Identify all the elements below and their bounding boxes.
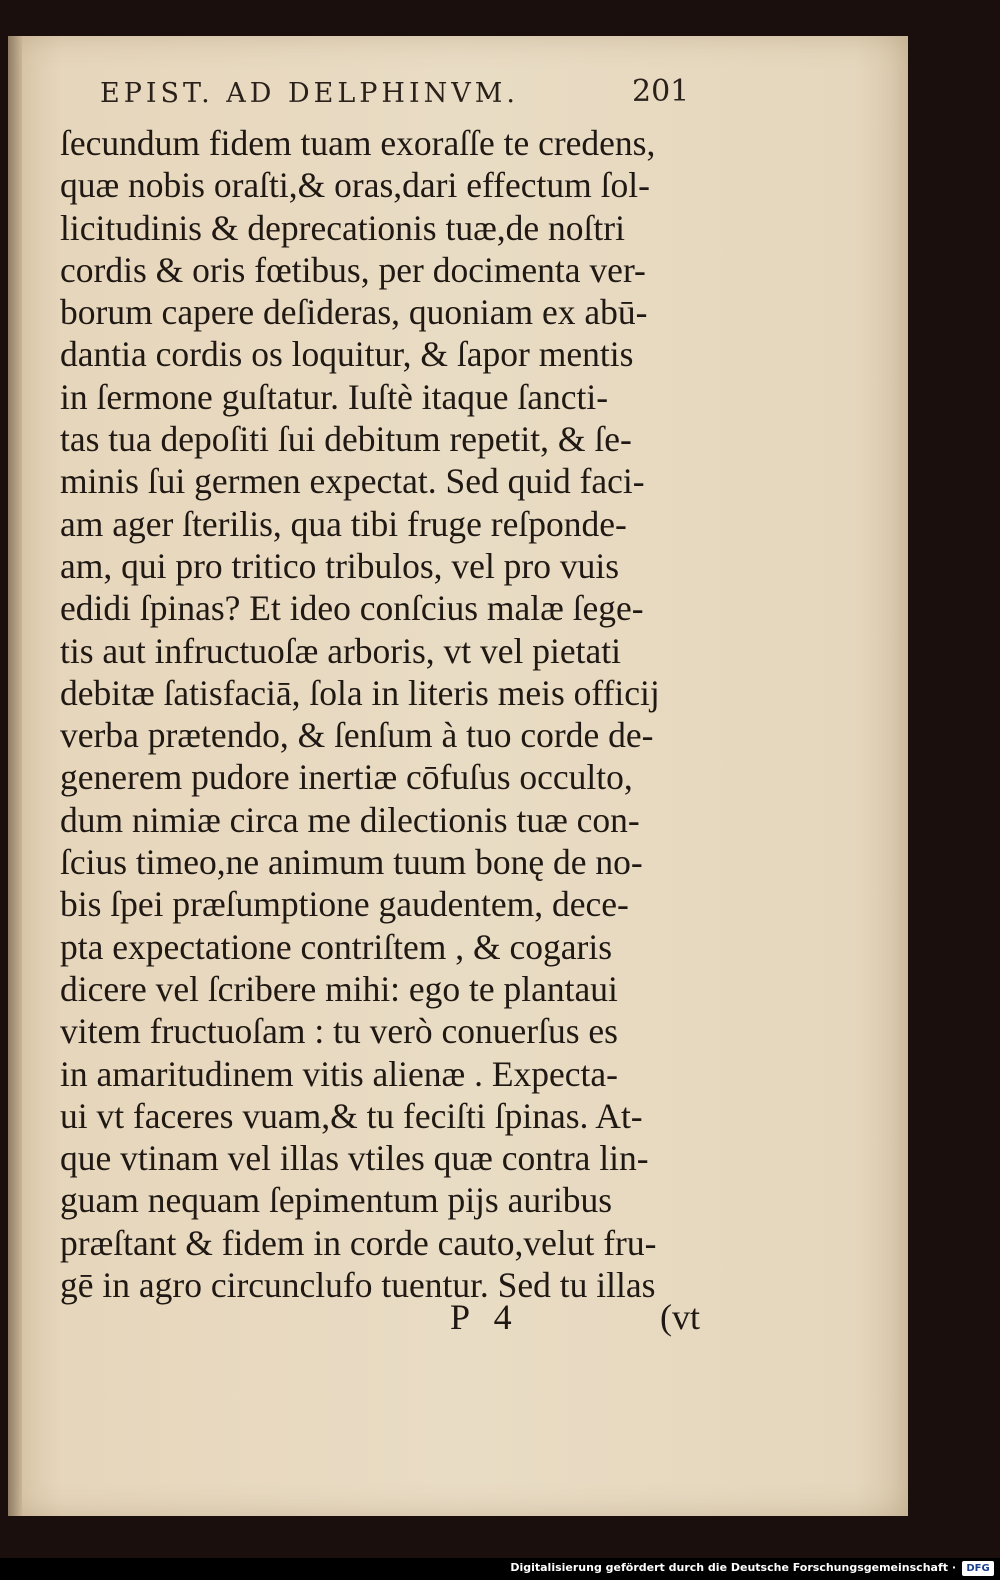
text-line: dantia cordis os loquitur, & ſapor mentis: [60, 334, 634, 375]
text-line: am ager ſterilis, qua tibi fruge reſponde-: [60, 503, 627, 544]
page-gutter-edge: [8, 36, 22, 1516]
dfg-logo: DFG: [962, 1561, 994, 1576]
text-line: quæ nobis oraſti,& oras,dari effectum ſol-: [60, 165, 650, 206]
signature-mark: P 4: [450, 1297, 520, 1337]
text-line: tas tua depoſiti ſui debitum repetit, & ſe-: [60, 419, 632, 460]
funding-credit: Digitalisierung gefördert durch die Deutsche Forschungsgemeinschaft ·: [510, 1561, 956, 1574]
text-line: tis aut infructuoſæ arboris, vt vel pietati: [60, 630, 621, 671]
text-line: præſtant & fidem in corde cauto,velut fru-: [60, 1222, 657, 1263]
text-line: vitem fructuoſam : tu verò conuerſus es: [60, 1011, 618, 1052]
text-line: minis ſui germen expectat. Sed quid faci-: [60, 461, 645, 502]
text-line: ui vt faceres vuam,& tu feciſti ſpinas. At-: [60, 1095, 643, 1136]
text-line: guam nequam ſepimentum pijs auribus: [60, 1180, 613, 1221]
text-line: edidi ſpinas? Et ideo conſcius malæ ſege-: [60, 588, 644, 629]
text-line: ſcius timeo,ne animum tuum bonę de no-: [60, 842, 643, 883]
text-line: dicere vel ſcribere mihi: ego te plantaui: [60, 968, 618, 1009]
text-line: am, qui pro tritico tribulos, vel pro vuis: [60, 545, 620, 586]
text-line: gē in agro circunclufo tuentur. Sed tu illas: [60, 1265, 656, 1306]
text-line: licitudinis & deprecationis tuæ,de noſtri: [60, 207, 625, 248]
running-head: EPIST. AD DELPHINVM.: [100, 78, 519, 109]
catchword: (vt: [660, 1297, 700, 1337]
text-line: dum nimiæ circa me dilectionis tuæ con-: [60, 799, 640, 840]
text-line: cordis & oris fœtibus, per docimenta ver-: [60, 249, 646, 290]
text-line: ſecundum fidem tuam exoraſſe te credens,: [60, 123, 656, 163]
folio-number: 201: [632, 74, 690, 109]
text-line: pta expectatione contriſtem , & cogaris: [60, 926, 613, 967]
text-line: bis ſpei præſumptione gaudentem, dece-: [60, 884, 629, 925]
text-line: generem pudore inertiæ cōfuſus occulto,: [60, 757, 633, 798]
text-line: borum capere deſideras, quoniam ex abū-: [60, 292, 648, 333]
text-line: verba prætendo, & ſenſum à tuo corde de-: [60, 715, 654, 756]
text-line: debitæ ſatisfaciā, ſola in literis meis officij: [60, 672, 660, 713]
text-line: in amaritudinem vitis alienæ . Expecta-: [60, 1053, 618, 1094]
text-line: que vtinam vel illas vtiles quæ contra lin-: [60, 1138, 649, 1179]
text-line: in ſermone guſtatur. Iuſtè itaque ſancti-: [60, 376, 609, 417]
footer-bar: [0, 1558, 1000, 1580]
body-text: [60, 122, 720, 1306]
